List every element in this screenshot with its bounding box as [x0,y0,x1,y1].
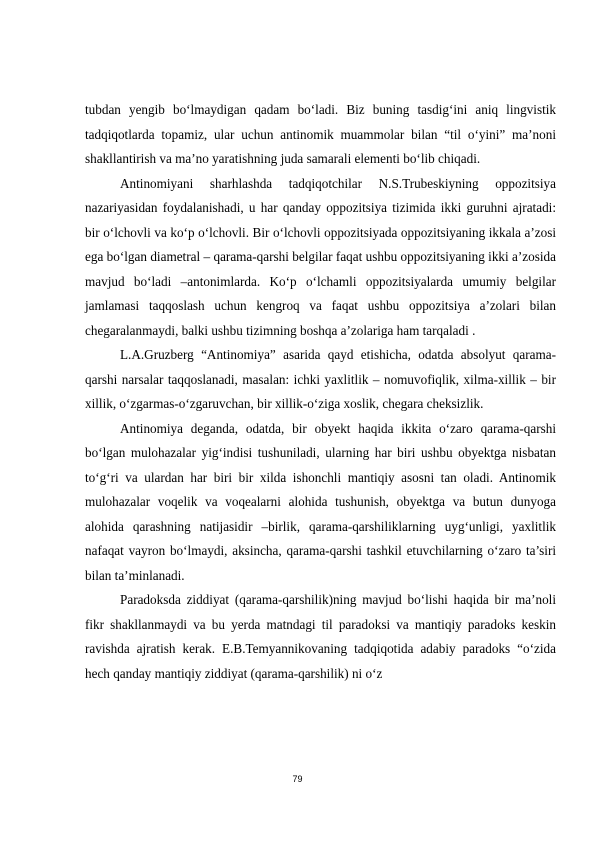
paragraph-continuation: tubdan yengib bo‘lmaydigan qadam bo‘ladi. Biz buning tasdig‘ini aniq lingvistik tadqiqotlarda topamiz, ular uchun antinomik muammolar bilan “til o‘yini” ma’noni shakllantirish va ma’no yaratishning juda samarali elementi bo‘lib chiqadi. [85,102,556,166]
page-number: 79 [292,774,303,784]
paragraph-paradox: Paradoksda ziddiyat (qarama-qarshilik)ning mavjud bo‘lishi haqida bir ma’noli fikr shakllanmaydi va bu yerda matndagi til paradoksi va mantiqiy paradoks keskin ravishda ajratish kerak. E.B.Temyannikovaning tadqiqotida adabiy paradoks “o‘zida hech qanday mantiqiy ziddiyat (qarama-qarshilik) ni o‘z [85,592,556,681]
paragraph-antinomy-definition: Antinomiya deganda, odatda, bir obyekt haqida ikkita o‘zaro qarama-qarshi bo‘lgan mulohazalar yig‘indisi tushuniladi, ularning har biri ushbu obyektga nisbatan to‘g‘ri va ulardan har biri bir xilda ishonchli mantiqiy asosni tan oladi. Antinomik mulohazalar voqelik va voqealarni alohida tushunish, obyektga va butun dunyoga alohida qarashning natijasidir –birlik, qarama-qarshiliklarning uyg‘unligi, yaxlitlik nafaqat vayron bo‘lmaydi, aksincha, qarama-qarshi tashkil etuvchilarning o‘zaro ta’siri bilan ta’minlanadi. [85,420,556,583]
paragraph-trubetskoy: Antinomiyani sharhlashda tadqiqotchilar N.S.Trubeskiyning oppozitsiya nazariyasidan foydalanishadi, u har qanday oppozitsiya tizimida ikki guruhni ajratadi: bir o‘lchovli va ko‘p o‘lchovli. Bir o‘lchovli oppozitsiyada oppozitsiyaning ikkala a’zosi ega bo‘lgan diametral – qarama-qarshi belgilar faqat ushbu oppozitsiyaning ikki a’zosida mavjud bo‘ladi –antonimlarda. Ko‘p o‘lchamli oppozitsiyalarda umumiy belgilar jamlamasi taqqoslash uchun kengroq va faqat ushbu oppozitsiya a’zolari bilan chegaralanmaydi, balki ushbu tizimning boshqa a’zolariga ham tarqaladi . [85,175,556,338]
page-body [85,98,556,686]
paragraph-gruzberg: L.A.Gruzberg “Antinomiya” asarida qayd etishicha, odatda absolyut qarama-qarshi narsalar taqqoslanadi, masalan: ichki yaxlitlik – nomuvofiqlik, xilma-xillik – bir xillik, o‘zgarmas-o‘zgaruvchan, bir xillik-o‘ziga xoslik, chegara cheksizlik. [85,347,556,411]
